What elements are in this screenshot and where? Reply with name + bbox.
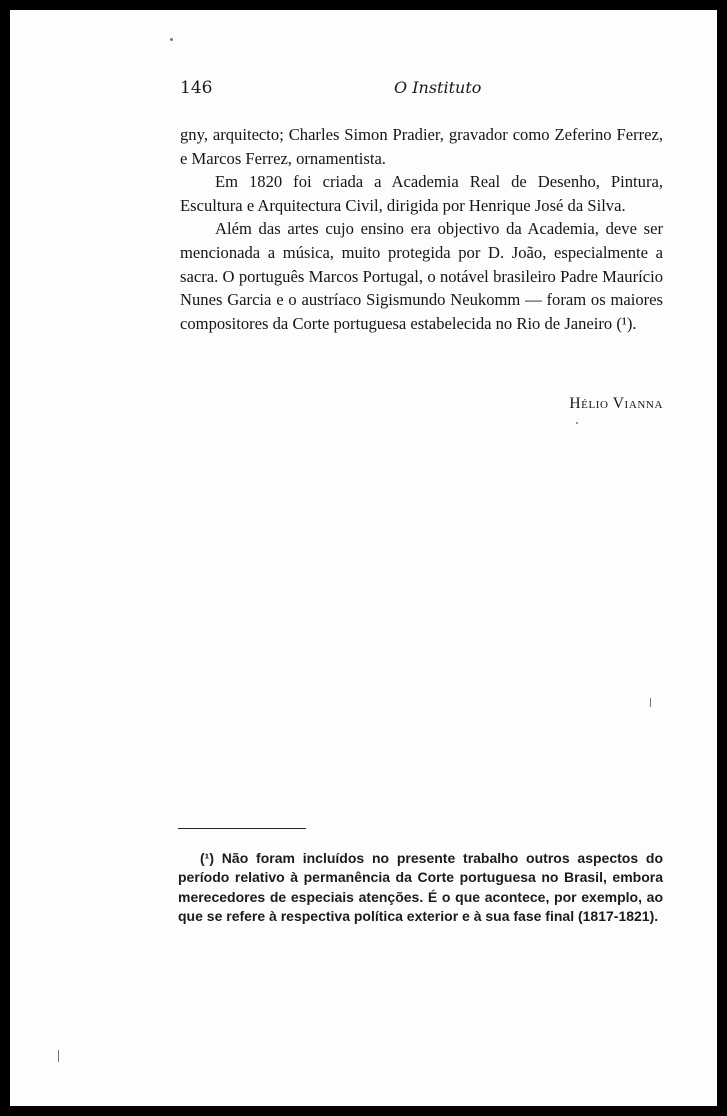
book-page [10, 10, 717, 1106]
body-text [180, 123, 663, 335]
page-number: 146 [180, 78, 213, 98]
paper-speck [58, 1050, 59, 1062]
paper-speck [576, 422, 578, 424]
paper-speck [170, 38, 173, 41]
footnote-text: Não foram incluídos no presente trabalho outros aspectos do período relativo à permanência da Corte portuguesa no Brasil, embora merecedores de especiais atenções. É o que acontece, por exemplo, ao que se refere à respectiva política exterior e à sua fase final (1817-1821). [178, 850, 663, 925]
paragraph-continuation: gny, arquitecto; Charles Simon Pradier, gravador como Zeferino Ferrez, e Marcos Ferrez, ornamentista. [180, 125, 663, 168]
footnote-separator [178, 828, 306, 829]
running-title: O Instituto [394, 78, 482, 97]
paper-speck [650, 698, 651, 707]
footnote-marker: (¹) [200, 850, 214, 866]
page-header [180, 78, 660, 106]
footnote [178, 849, 663, 927]
author-signature: Hélio Vianna [569, 395, 663, 412]
paragraph-academia: Em 1820 foi criada a Academia Real de Desenho, Pintura, Escultura e Arquitectura Civil, dirigida por Henrique José da Silva. [180, 172, 663, 215]
paragraph-music: Além das artes cujo ensino era objectivo da Academia, deve ser mencionada a música, muito protegida por D. João, especialmente a sacra. O português Marcos Portugal, o notável brasileiro Padre Maurício Nunes Garcia e o austríaco Sigismundo Neukomm — foram os maiores compositores da Corte portuguesa estabelecida no Rio de Janeiro (¹). [180, 219, 663, 333]
